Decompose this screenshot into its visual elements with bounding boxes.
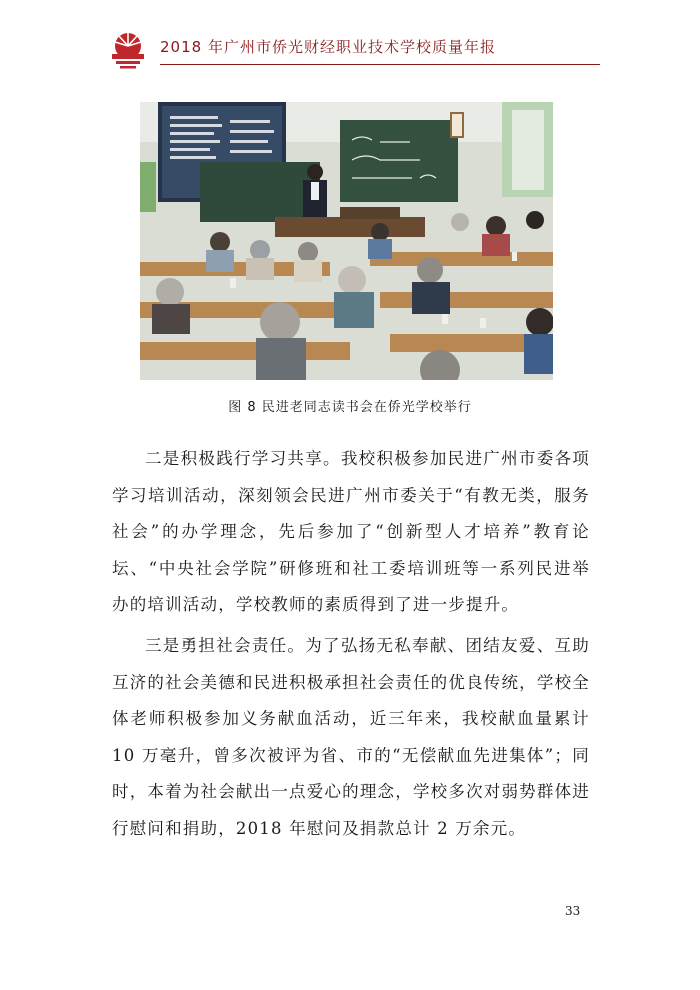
school-emblem-icon [108, 30, 148, 70]
header-divider [160, 64, 600, 65]
figure-caption: 图 8 民进老同志读书会在侨光学校举行 [228, 400, 472, 415]
page-number: 33 [565, 904, 581, 918]
paragraph-learning-sharing: 二是积极践行学习共享。我校积极参加民进广州市委各项学习培训活动，深刻领会民进广州市委关于“有教无类，服务社会”的办学理念，先后参加了“创新型人才培养”教育论坛、“中央社会学院”研修班和社工委培训班等一系列民进举办的培训活动，学校教师的素质得到了进一步提升。 [112, 449, 590, 614]
page-header [108, 28, 628, 72]
report-title: 2018 年广州市侨光财经职业技术学校质量年报 [160, 38, 496, 56]
paragraph-social-responsibility: 三是勇担社会责任。为了弘扬无私奉献、团结友爱、互助互济的社会美德和民进积极承担社会责任的优良传统，学校全体老师积极参加义务献血活动，近三年来，我校献血量累计 10 万毫升，曾多次被评为省、市的“无偿献血先进集体”；同时，本着为社会献出一点爱心的理念，学校多次对弱势群体进行慰问和捐助，2018 年慰问及捐款总计 2 万余元。 [112, 636, 590, 838]
classroom-photo [140, 102, 553, 380]
